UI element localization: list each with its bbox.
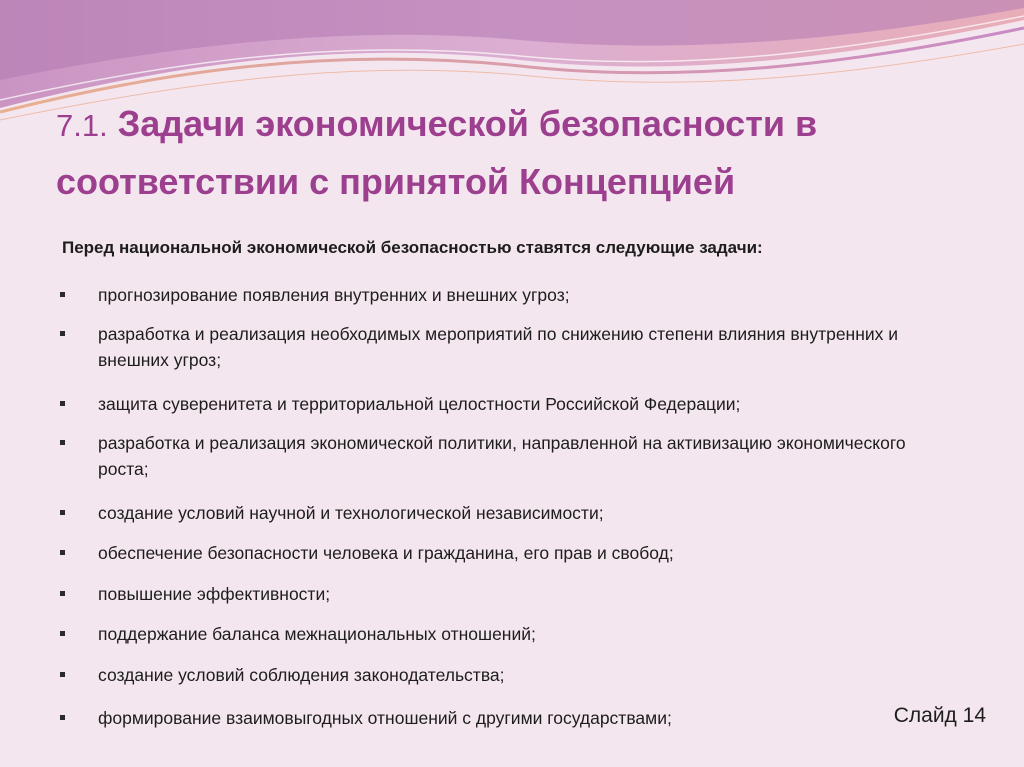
intro-text: Перед национальной экономической безопасностью ставятся следующие задачи: [62,238,763,257]
bullet-icon [60,292,65,297]
bullet-icon [60,510,65,515]
slide-number: Слайд 14 [893,704,986,727]
title-text: Задачи экономической безопасности в соответствии с принятой Концепцией [56,103,818,202]
bullet-icon [60,715,65,720]
list-item-text: создание условий соблюдения законодательства; [98,665,505,685]
list-item-text: прогнозирование появления внутренних и внешних угроз; [98,285,570,305]
bullet-icon [60,591,65,596]
bullet-icon [60,672,65,677]
list-item-text: разработка и реализация необходимых мероприятий по снижению степени влияния внутренних и внешних угроз; [98,324,899,370]
title-number: 7.1. [56,108,108,143]
bullet-icon [60,401,65,406]
bullet-icon [60,550,65,555]
bullet-icon [60,440,65,445]
bullet-icon [60,631,65,636]
list-item-text: разработка и реализация экономической политики, направленной на активизацию экономического роста; [98,433,906,479]
list-item-text: поддержание баланса межнациональных отношений; [98,624,536,644]
list-item-text: формирование взаимовыгодных отношений с другими государствами; [98,708,672,728]
list-item-text: защита суверенитета и территориальной целостности Российской Федерации; [98,394,741,414]
bullet-icon [60,331,65,336]
list-item-text: обеспечение безопасности человека и гражданина, его прав и свобод; [98,543,674,563]
list-item-text: повышение эффективности; [98,584,331,604]
list-item-text: создание условий научной и технологической независимости; [98,503,604,523]
